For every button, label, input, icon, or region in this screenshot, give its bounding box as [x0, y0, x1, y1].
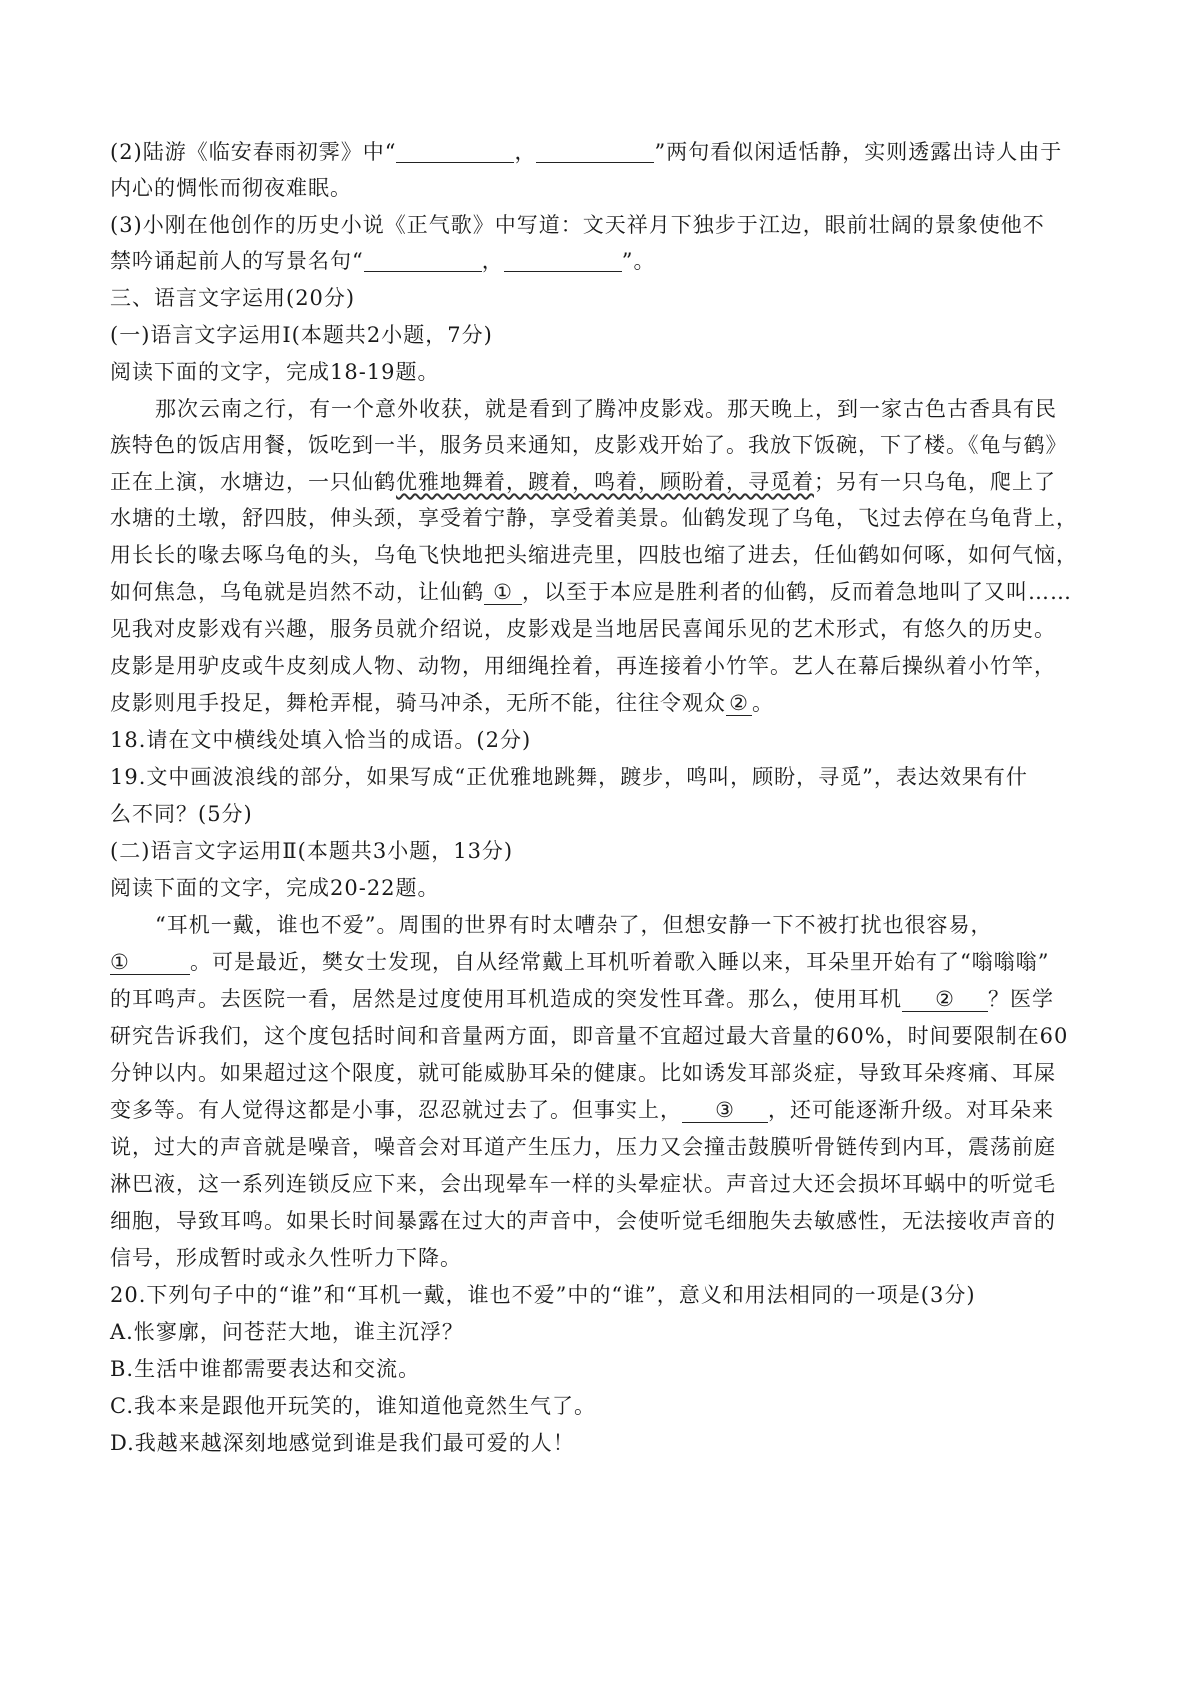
passage-1-line: [110, 467, 1056, 497]
question-19-line-1: 19.文中画波浪线的部分，如果写成“正优雅地跳舞，踱步，鸣叫，顾盼，寻觅”，表达效果有什: [110, 765, 1028, 789]
passage-text: ，还可能逐渐升级。对耳朵来: [768, 1098, 1054, 1122]
q2-text-after: ”两句看似闲适恬静，实则透露出诗人由于: [654, 140, 1063, 164]
passage-1-line: 那次云南之行，有一个意外收获，就是看到了腾冲皮影戏。那天晚上，到一家古色古香具有民: [155, 397, 1057, 421]
passage-text: ？医学: [988, 987, 1054, 1011]
question-2-line-2: 内心的惆怅而彻夜难眠。: [110, 176, 352, 200]
passage-2-line: [110, 984, 1054, 1014]
question-19-line-2: 么不同？(5分): [110, 802, 253, 826]
passage-2-line: 信号，形成暂时或永久性听力下降。: [110, 1246, 462, 1270]
answer-blank[interactable]: [504, 249, 622, 272]
question-3-line-1: (3)小刚在他创作的历史小说《正气歌》中写道：文天祥月下独步于江边，眼前壮阔的景象使他不: [110, 213, 1045, 237]
passage-2-line: 研究告诉我们，这个度包括时间和音量两方面，即音量不宜超过最大音量的60%，时间要限制在60: [110, 1024, 1069, 1048]
passage-2-line: [110, 947, 1049, 977]
q3-separator: ，: [481, 249, 504, 273]
passage-1-line: 族特色的饭店用餐，饭吃到一半，服务员来通知，皮影戏开始了。我放下饭碗，下了楼。《龟与鹤》: [110, 433, 1068, 457]
passage-1-line: [110, 688, 774, 718]
passage-text: ；另有一只乌龟，爬上了: [814, 470, 1056, 494]
answer-blank[interactable]: [396, 140, 514, 163]
passage-2-line: 淋巴液，这一系列连锁反应下来，会出现晕车一样的头晕症状。声音过大还会损坏耳蜗中的听觉毛: [110, 1172, 1056, 1196]
passage-1-line: [110, 577, 1072, 607]
blank-marker-3[interactable]: ③: [682, 1098, 768, 1123]
q2-separator: ，: [514, 140, 537, 164]
passage-text: 正在上演，水塘边，一只仙鹤: [110, 470, 396, 494]
answer-blank[interactable]: [536, 140, 654, 163]
q3-text-after: ”。: [621, 249, 656, 273]
question-2-line-1: [110, 137, 1062, 167]
section-3-title: 三、语言文字运用(20分): [110, 286, 356, 310]
option-a[interactable]: A.怅寥廓，问苍茫大地，谁主沉浮？: [110, 1320, 464, 1344]
passage-2-line: 细胞，导致耳鸣。如果长时间暴露在过大的声音中，会使听觉毛细胞失去敏感性，无法接收声音的: [110, 1209, 1056, 1233]
question-3-line-2: [110, 246, 656, 276]
option-c[interactable]: C.我本来是跟他开玩笑的，谁知道他竟然生气了。: [110, 1394, 596, 1418]
blank-marker-2[interactable]: ②: [726, 691, 752, 716]
passage-text: 。可是最近，樊女士发现，自从经常戴上耳机听着歌入睡以来，耳朵里开始有了“嗡嗡嗡”: [190, 950, 1050, 974]
part-2-instruction: 阅读下面的文字，完成20-22题。: [110, 876, 440, 900]
option-d[interactable]: D.我越来越深刻地感觉到谁是我们最可爱的人！: [110, 1431, 575, 1455]
passage-2-line: 说，过大的声音就是噪音，噪音会对耳道产生压力，压力又会撞击鼓膜听骨链传到内耳，震荡前庭: [110, 1135, 1056, 1159]
blank-marker-1[interactable]: ①: [484, 580, 522, 605]
passage-1-line: 水塘的土墩，舒四肢，伸头颈，享受着宁静，享受着美景。仙鹤发现了乌龟，飞过去停在乌龟背上，: [110, 506, 1078, 530]
part-1-title: (一)语言文字运用Ⅰ(本题共2小题，7分): [110, 323, 493, 347]
passage-text: 如何焦急，乌龟就是岿然不动，让仙鹤: [110, 580, 484, 604]
question-18: 18.请在文中横线处填入恰当的成语。(2分): [110, 728, 532, 752]
wavy-underlined-text: 优雅地舞着，踱着，鸣着，顾盼着，寻觅着: [396, 470, 814, 494]
passage-text: 的耳鸣声。去医院一看，居然是过度使用耳机造成的突发性耳聋。那么，使用耳机: [110, 987, 902, 1011]
passage-2-line: 分钟以内。如果超过这个限度，就可能威胁耳朵的健康。比如诱发耳部炎症，导致耳朵疼痛、耳屎: [110, 1061, 1056, 1085]
passage-1-line: 皮影是用驴皮或牛皮刻成人物、动物，用细绳拴着，再连接着小竹竿。艺人在幕后操纵着小竹竿，: [110, 654, 1056, 678]
part-2-title: (二)语言文字运用Ⅱ(本题共3小题，13分): [110, 839, 514, 863]
blank-marker-2[interactable]: ②: [902, 987, 988, 1012]
passage-text: 。: [752, 691, 774, 715]
answer-blank[interactable]: [364, 249, 482, 272]
passage-2-line: “耳机一戴，谁也不爱”。周围的世界有时太嘈杂了，但想安静一下不被打扰也很容易，: [155, 913, 993, 937]
blank-marker-1[interactable]: ①: [110, 950, 190, 975]
q3-text-before: 禁吟诵起前人的写景名句“: [110, 249, 364, 273]
passage-1-line: 用长长的喙去啄乌龟的头，乌龟飞快地把头缩进壳里，四肢也缩了进去，任仙鹤如何啄，如何气恼，: [110, 543, 1078, 567]
passage-text: ，以至于本应是胜利者的仙鹤，反而着急地叫了又叫……: [522, 580, 1072, 604]
q2-text-before: (2)陆游《临安春雨初霁》中“: [110, 140, 397, 164]
passage-1-line: 见我对皮影戏有兴趣，服务员就介绍说，皮影戏是当地居民喜闻乐见的艺术形式，有悠久的历史。: [110, 617, 1056, 641]
passage-2-line: [110, 1095, 1054, 1125]
question-20: 20.下列句子中的“谁”和“耳机一戴，谁也不爱”中的“谁”，意义和用法相同的一项是(3分): [110, 1283, 976, 1307]
part-1-instruction: 阅读下面的文字，完成18-19题。: [110, 360, 440, 384]
option-b[interactable]: B.生活中谁都需要表达和交流。: [110, 1357, 421, 1381]
passage-text: 皮影则甩手投足，舞枪弄棍，骑马冲杀，无所不能，往往令观众: [110, 691, 726, 715]
passage-text: 变多等。有人觉得这都是小事，忍忍就过去了。但事实上，: [110, 1098, 682, 1122]
